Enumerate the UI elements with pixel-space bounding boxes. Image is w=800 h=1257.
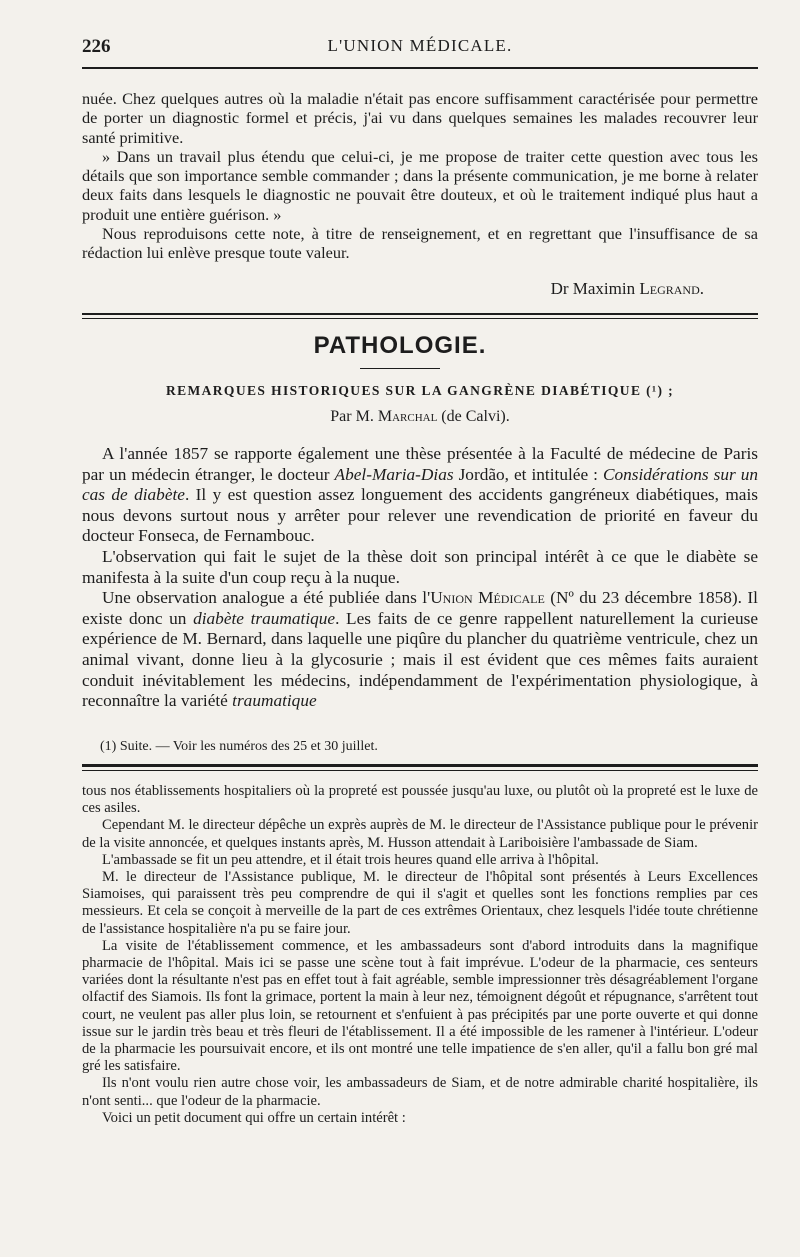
letter-paragraph: nuée. Chez quelques autres où la maladie n'était pas encore suffisamment caractérisée pour permettre de porter un diagnostic formel et précis, j'ai vu dans quelques semaines les malades recouvrer leur santé primitive. [82,89,758,147]
feuilleton-paragraph: Cependant M. le directeur dépêche un exprès auprès de M. le directeur de l'Assistance publique pour le prévenir de la visite annoncée, et quelques instants après, M. Husson attendait à Lariboisière l'ambassade de Siam. [82,817,758,851]
page-header [82,32,758,62]
author-name: Marchal [377,408,438,425]
article-byline: Par M. Marchal (de Calvi). [330,408,510,425]
feuilleton-paragraph: Voici un petit document qui offre un certain intérêt : [102,1109,406,1126]
feuilleton-paragraph: La visite de l'établissement commence, et les ambassadeurs sont d'abord introduits dans la magnifique pharmacie de l'hôpital. Mais ici se passe une scène tout à fait imprévue. L'odeur de la pharmacie, ces senteurs variées dont la résultante n'est pas en effet tout à fait agréable, semble impressionner très désagréablement l'organe olfactif des Siamois. Ils font la grimace, portent la main à leur nez, témoignent dégoût et répugnance, s'arrêtent tout court, ne veulent pas aller plus loin, se retournent et s'enfuient à pas précipités par une porte ouverte et qui donne issue sur le jardin très beau et très fleuri de l'établissement. Il a été impossible de les ramener à l'intérieur. L'odeur de la pharmacie les poursuivait encore, et ils ont montré une telle impatience de s'en aller, qu'il a fallu bon gré mal gré les satisfaire. [82,937,758,1075]
title-underline [360,368,440,369]
article-paragraph: Une observation analogue a été publiée dans l'Union Médicale (Nº du 23 décembre 1858). Il existe donc un diabète traumatique. Les faits de ce genre rappellent naturellement la curieuse expérience de M. Bernard, dans laquelle une piqûre du plancher du quatrième ventricule, chez un animal vivant, donne lieu à la glycosurie ; mais il est évident que ces mêmes faits auraient conduit inévitablement les médecins, indépendamment de l'expérimentation physiologique, à reconnaître la variété traumatique [82,588,758,711]
signature-name: Maximin [572,279,636,298]
feuilleton-paragraph: M. le directeur de l'Assistance publique, M. le directeur de l'hôpital sont présentés à Leurs Excellences Siamoises, qui paraissent très peu comprendre de qui il s'agit et quelles sont les fonctions remplies par ces messieurs. Et cela se conçoit à merveille de la part de ces extrêmes Orientaux, chez lesquels l'idée toute chrétienne de l'assistance hospitalière n'a pu se faire jour. [82,869,758,937]
feuilleton-rule-top [82,764,758,767]
article-body [82,444,758,712]
journal-title: L'UNION MÉDICALE. [327,36,513,55]
header-rule [82,67,758,69]
article-paragraph: A l'année 1857 se rapporte également une thèse présentée à la Faculté de médecine de Paris par un médecin étranger, le docteur Abel-Maria-Dias Jordão, et intitulée : Considérations sur un cas de diabète. Il y est question assez longuement des accidents gangréneux diabétiques, mais nous devons surtout nous y arrêter pour relever une revendication de priorité en faveur du docteur Fonseca, de Fernambouc. [82,444,759,546]
footnote: (1) Suite. — Voir les numéros des 25 et 30 juillet. [100,739,378,754]
signature: Dr Maximin Legrand. [550,279,704,298]
letter-paragraph: » Dans un travail plus étendu que celui-ci, je me propose de traiter cette question avec tous les détails que son importance semble commander ; dans la présente communication, je me borne à relater deux faits dans lesquels le diagnostic ne pouvait être douteux, et où le traitement indiqué plus haut a produit une entière guérison. » [82,146,758,224]
feuilleton-paragraph: L'ambassade se fit un peu attendre, et il était trois heures quand elle arriva à l'hôpital. [102,851,599,868]
feuilleton-text [82,783,758,1127]
page-number: 226 [82,36,111,57]
signature-prefix: Dr [550,279,569,298]
section-rule-bottom [82,318,758,319]
section-title: PATHOLOGIE. [313,332,487,359]
signature-surname: Legrand [639,279,700,298]
feuilleton-rule-bottom [82,770,758,771]
article-paragraph: L'observation qui fait le sujet de la thèse doit son principal intérêt à ce que le diabète se manifesta à la suite d'un coup reçu à la nuque. [82,546,758,587]
feuilleton-paragraph: Ils n'ont voulu rien autre chose voir, les ambassadeurs de Siam, et de notre admirable charité hospitalière, ils n'ont senti... que l'odeur de la pharmacie. [82,1075,758,1109]
section-rule-top [82,313,758,315]
article-subtitle: REMARQUES HISTORIQUES SUR LA GANGRÈNE DIABÉTIQUE (¹) ; [165,383,675,398]
letter-paragraph: Nous reproduisons cette note, à titre de renseignement, et en regrettant que l'insuffisance de sa rédaction lui enlève presque toute valeur. [82,224,758,263]
feuilleton-paragraph: tous nos établissements hospitaliers où la propreté est poussée jusqu'au luxe, ou plutôt où la propreté est le luxe de ces asiles. [82,783,758,817]
letter-text [82,89,758,263]
